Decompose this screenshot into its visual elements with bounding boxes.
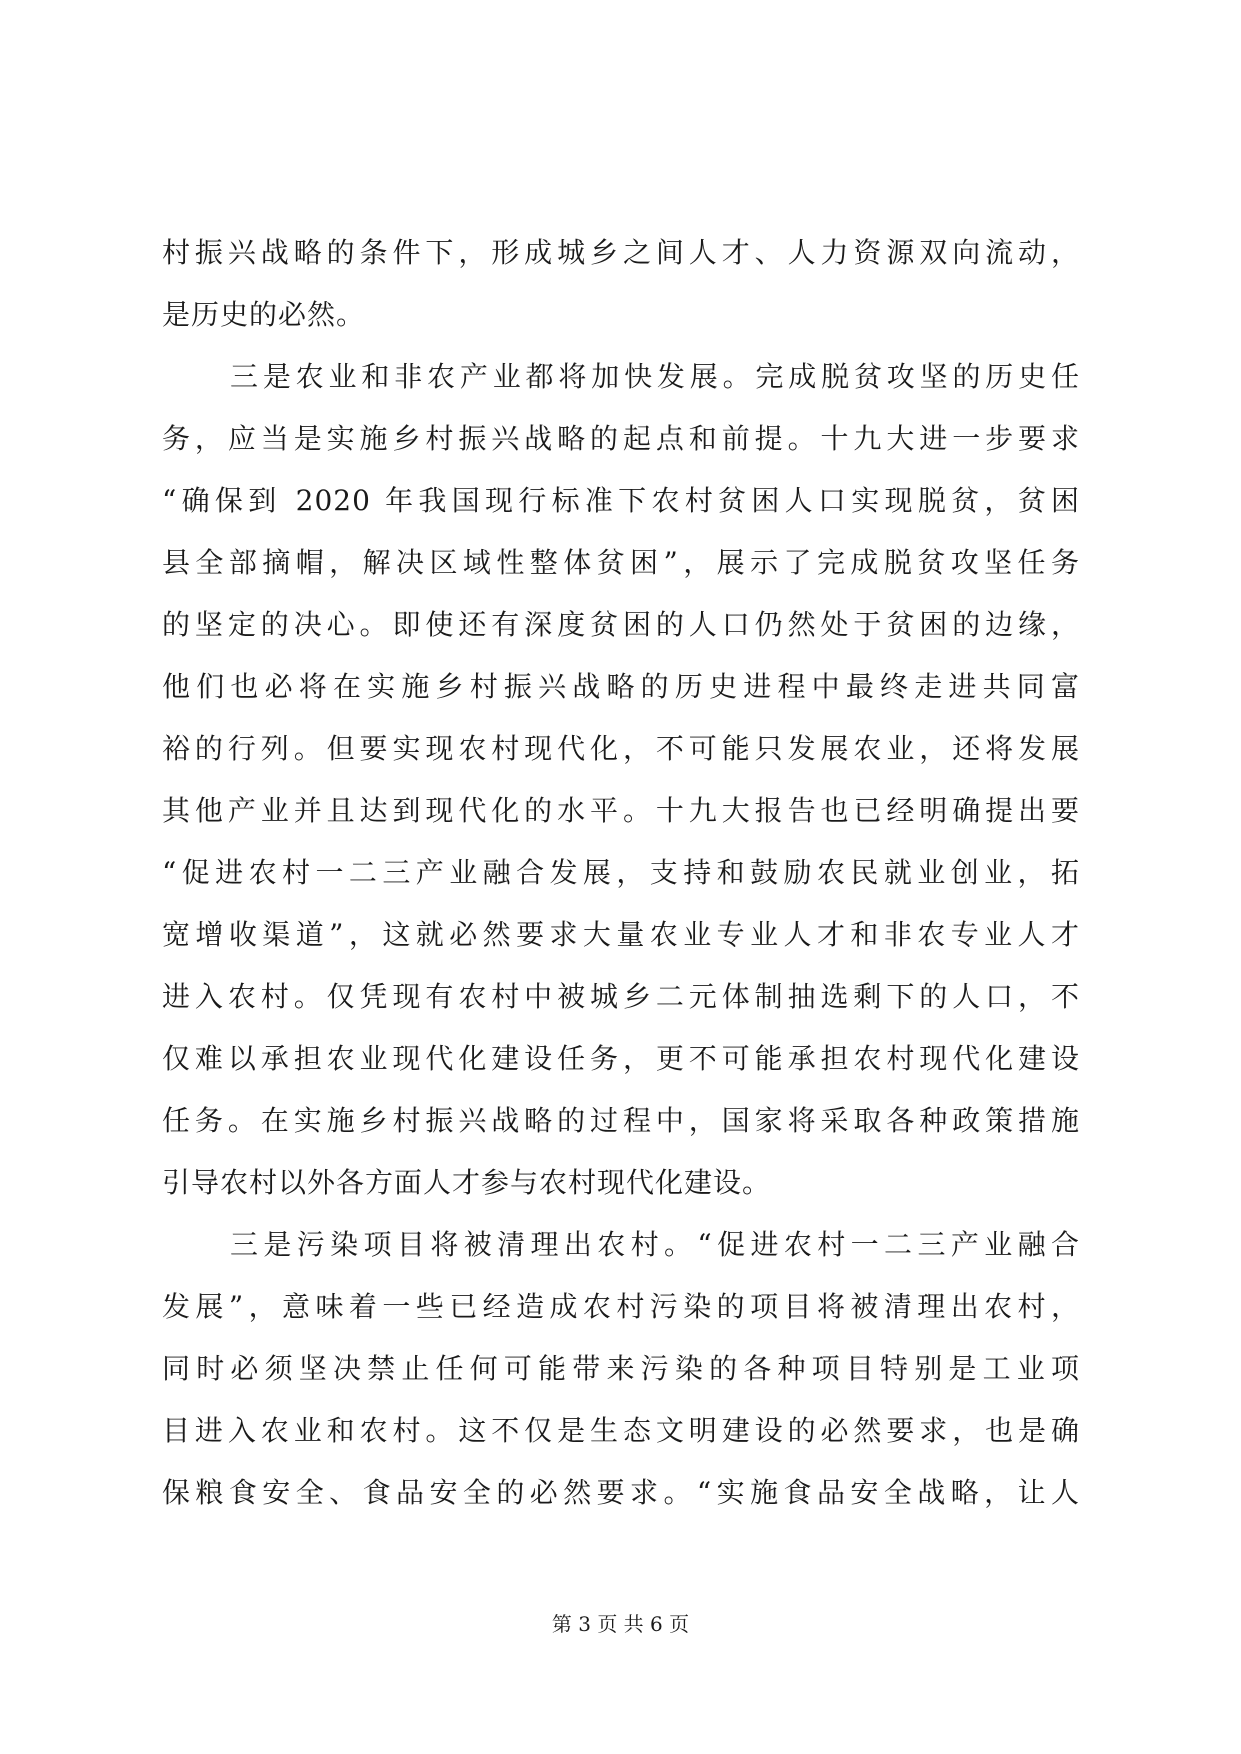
text-line: 仅难以承担农业现代化建设任务，更不可能承担农村现代化建设 [162, 1042, 1080, 1075]
text-line: 的坚定的决心。即使还有深度贫困的人口仍然处于贫困的边缘， [162, 608, 1080, 641]
text-line: 村振兴战略的条件下，形成城乡之间人才、人力资源双向流动， [162, 236, 1080, 269]
text-line: 目进入农业和农村。这不仅是生态文明建设的必然要求，也是确 [162, 1414, 1080, 1447]
text-line: 裕的行列。但要实现农村现代化，不可能只发展农业，还将发展 [162, 732, 1080, 765]
text-line: 任务。在实施乡村振兴战略的过程中，国家将采取各种政策措施 [162, 1104, 1080, 1137]
text-line: 引导农村以外各方面人才参与农村现代化建设。 [162, 1166, 772, 1199]
body-text [162, 222, 1080, 1524]
text-line: 他们也必将在实施乡村振兴战略的历史进程中最终走进共同富 [162, 670, 1080, 703]
text-line: 县全部摘帽，解决区域性整体贫困”，展示了完成脱贫攻坚任务 [162, 546, 1080, 579]
paragraph-p3 [162, 1214, 1080, 1524]
text-line: 同时必须坚决禁止任何可能带来污染的各种项目特别是工业项 [162, 1352, 1080, 1385]
text-line: 务，应当是实施乡村振兴战略的起点和前提。十九大进一步要求 [162, 422, 1080, 455]
text-line: “促进农村一二三产业融合发展，支持和鼓励农民就业创业，拓 [162, 856, 1080, 889]
paragraph-p2 [162, 346, 1080, 1214]
text-line: 是历史的必然。 [162, 298, 366, 331]
text-line: 进入农村。仅凭现有农村中被城乡二元体制抽选剩下的人口，不 [162, 980, 1080, 1013]
text-line: 三是农业和非农产业都将加快发展。完成脱贫攻坚的历史任 [230, 360, 1080, 393]
text-line: 发展”，意味着一些已经造成农村污染的项目将被清理出农村， [162, 1290, 1080, 1323]
text-line: 三是污染项目将被清理出农村。“促进农村一二三产业融合 [230, 1228, 1080, 1261]
text-line: 保粮食安全、食品安全的必然要求。“实施食品安全战略，让人 [162, 1476, 1080, 1509]
text-line: 宽增收渠道”，这就必然要求大量农业专业人才和非农专业人才 [162, 918, 1080, 951]
page-footer: 第 3 页 共 6 页 [551, 1612, 690, 1636]
text-line: 其他产业并且达到现代化的水平。十九大报告也已经明确提出要 [162, 794, 1080, 827]
text-line: “确保到 2020 年我国现行标准下农村贫困人口实现脱贫，贫困 [162, 484, 1080, 517]
paragraph-p1 [162, 222, 1080, 346]
